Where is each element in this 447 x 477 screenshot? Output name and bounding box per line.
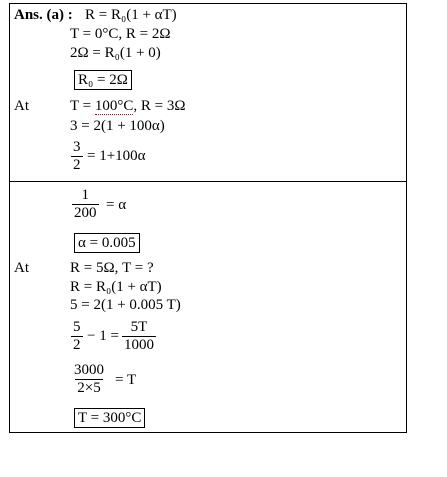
eq4-suffix: , R = 3Ω (133, 98, 186, 114)
eq4-prefix: T = (70, 98, 95, 114)
fraction-numerator: 5 (73, 319, 81, 335)
eq4-temperature: 100°C (94, 98, 134, 114)
fraction-three-halves (71, 139, 83, 174)
fraction-numerator: 3000 (74, 362, 104, 378)
answer-label (14, 7, 73, 24)
fraction-denominator: 200 (74, 205, 97, 221)
equation-resistance-formula-2: R = R₀(1 + αT) (70, 279, 162, 295)
equation-alpha-rhs: = α (106, 197, 127, 213)
equation-equals-t: = T (115, 372, 137, 388)
equation-substitution-2: 5 = 2(1 + 0.005 T) (70, 297, 181, 313)
solution-box-top (9, 3, 407, 183)
equation-initial-condition: T = 0°C, R = 2Ω (70, 26, 171, 42)
boxed-result-alpha: α = 0.005 (74, 233, 140, 253)
equation-fraction-rhs: = 1+100α (87, 148, 146, 164)
at-label-1: At (14, 98, 29, 114)
fraction-numerator: 3 (73, 139, 81, 155)
fraction-denominator: 2 (73, 157, 81, 173)
fraction-one-over-200 (72, 187, 99, 222)
answer-label-text: Ans. (a) : (14, 7, 73, 23)
equation-substitution: 2Ω = R₀(1 + 0) (70, 45, 161, 61)
fraction-denominator: 2×5 (77, 380, 101, 396)
fraction-five-halves (71, 319, 83, 354)
fraction-denominator: 1000 (124, 337, 154, 353)
fraction-numerator: 1 (81, 187, 89, 203)
equation-third-condition: R = 5Ω, T = ? (70, 260, 154, 276)
at-label-2: At (14, 260, 29, 276)
fraction-3000-over-2x5 (72, 362, 106, 397)
fraction-numerator: 5T (130, 319, 148, 335)
fraction-denominator: 2 (73, 337, 81, 353)
fraction-5t-over-1000 (122, 319, 156, 354)
equation-minus-one: − 1 = (87, 328, 119, 344)
equation-second-condition (70, 98, 186, 115)
solution-box-bottom (9, 181, 407, 433)
equation-resistance-formula: R = R₀(1 + αT) (85, 7, 177, 23)
boxed-result-temperature: T = 300°C (74, 408, 145, 428)
boxed-result-r0: R₀ = 2Ω (74, 70, 132, 90)
equation-expansion: 3 = 2(1 + 100α) (70, 118, 165, 134)
